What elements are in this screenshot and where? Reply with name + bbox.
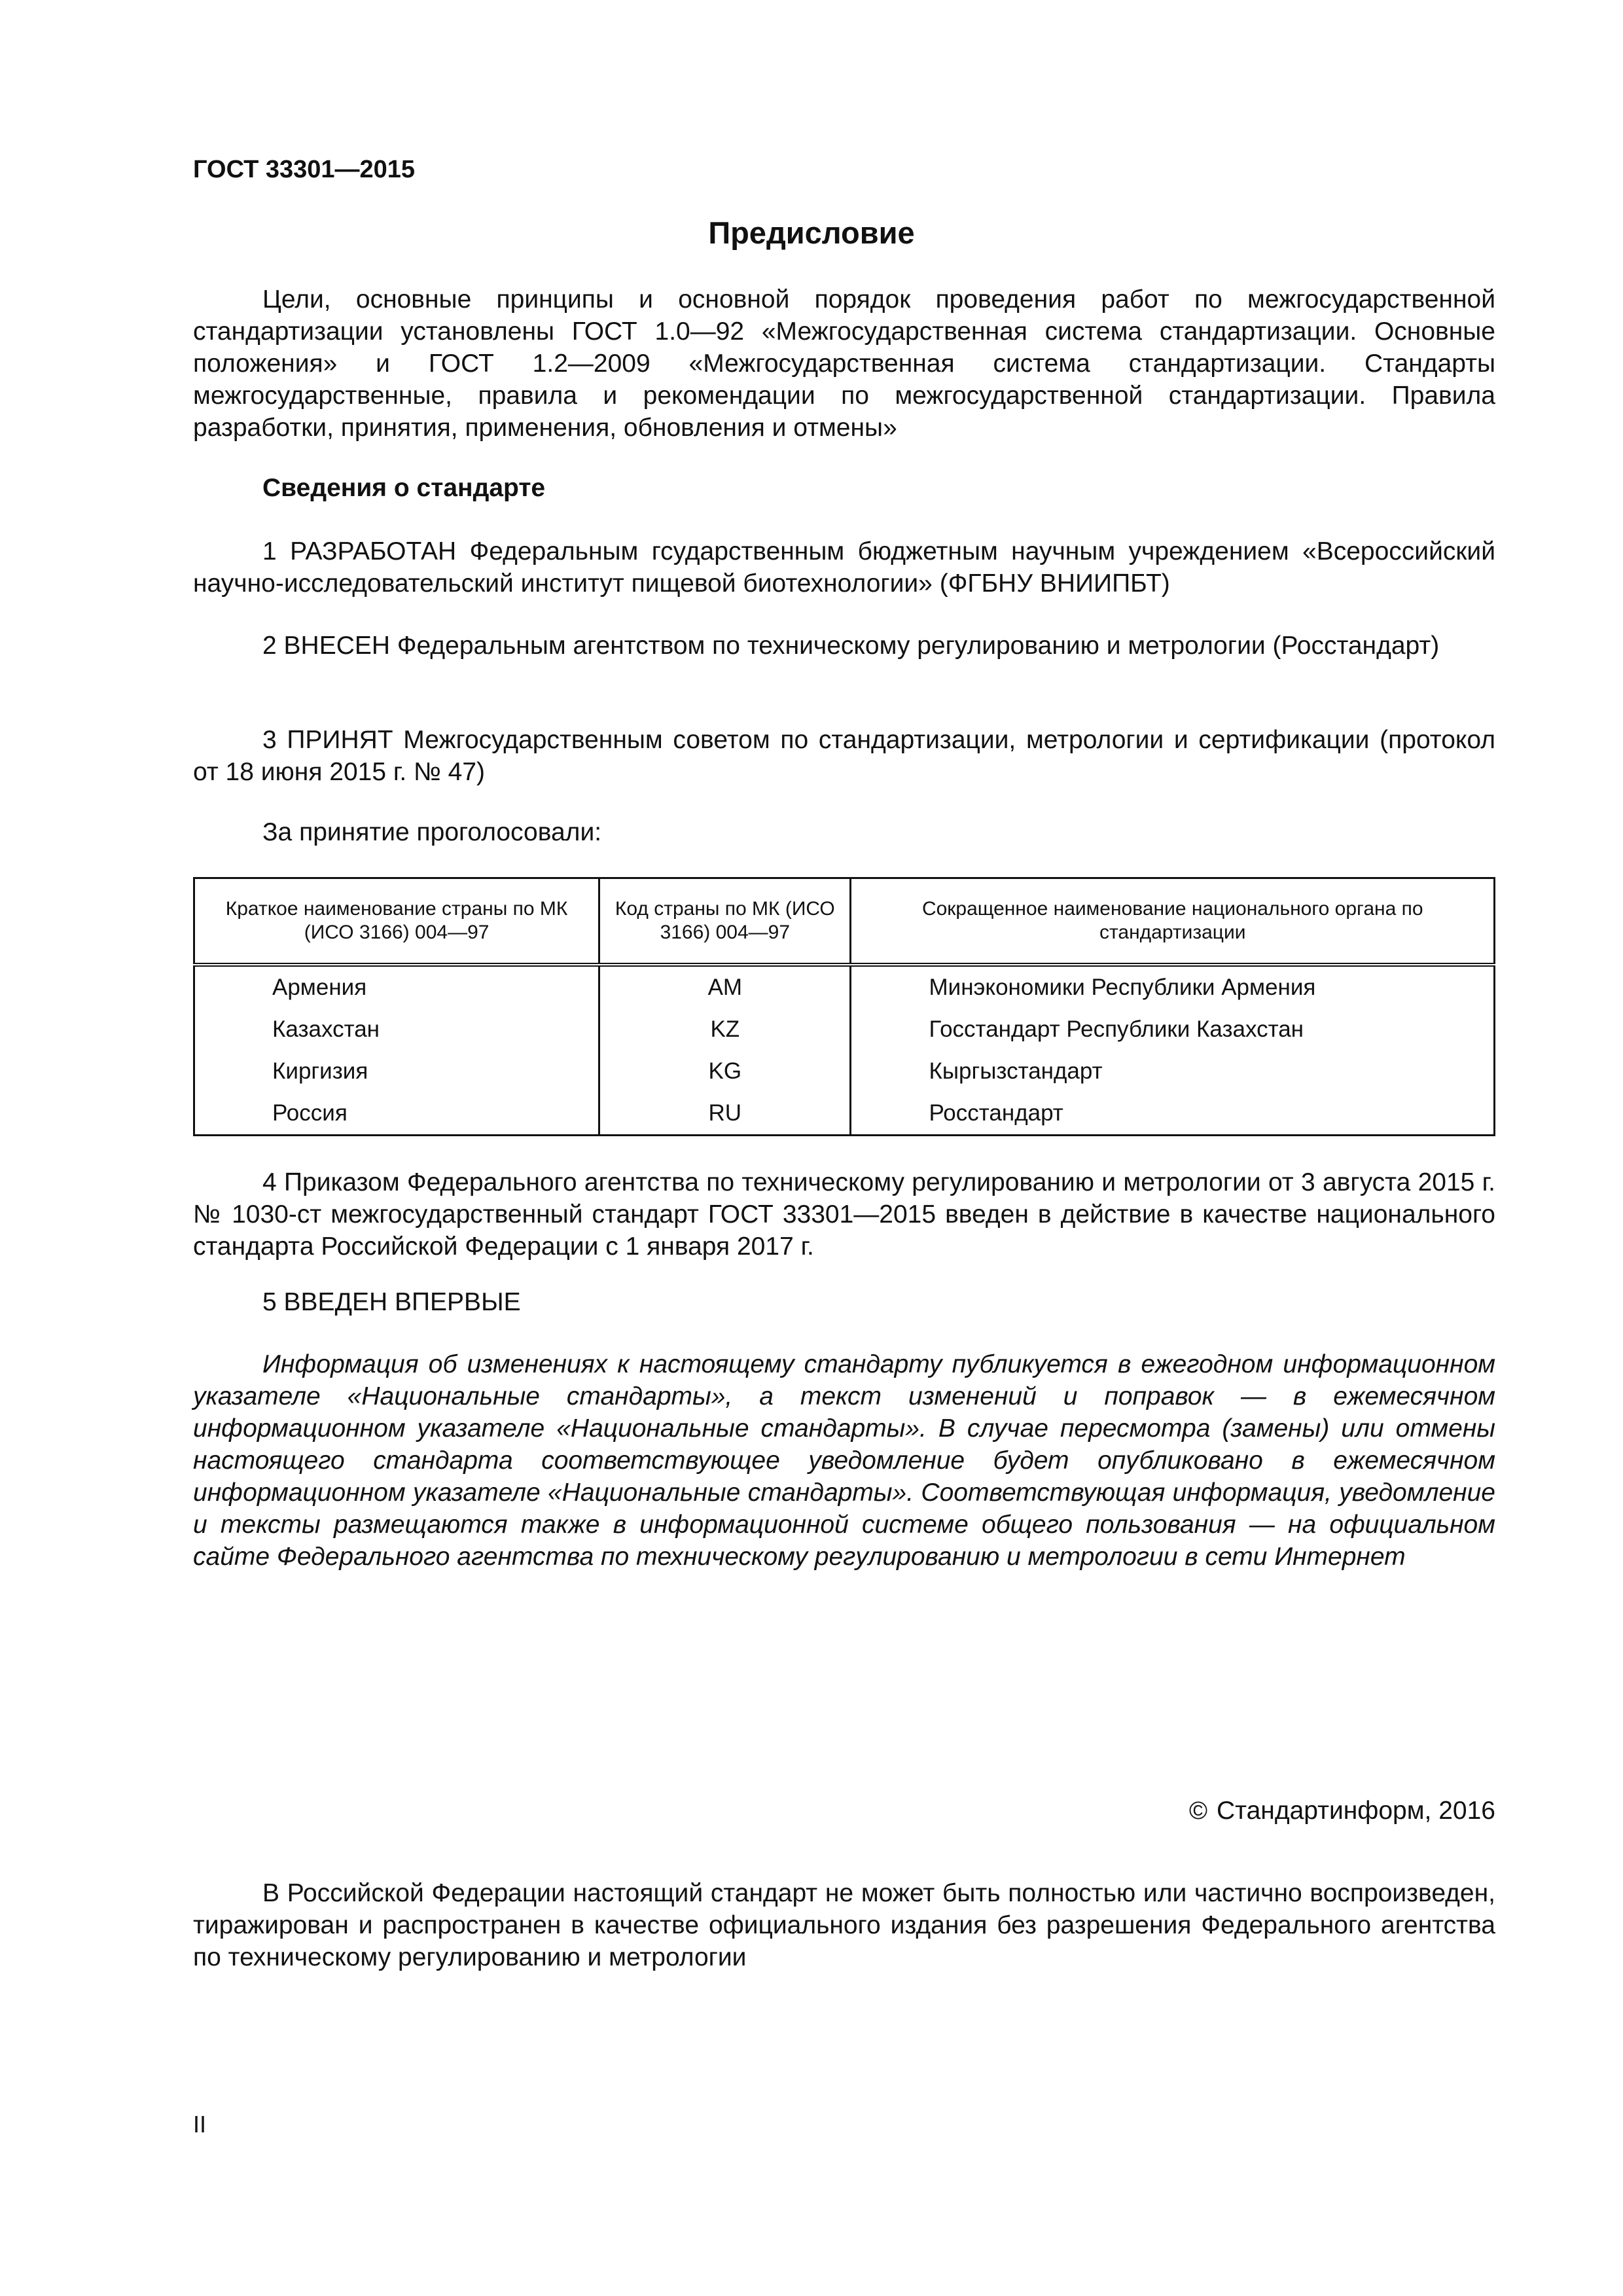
national-body-cell: Госстандарт Республики Казахстан [851, 1009, 1495, 1050]
item-adopted: 3 ПРИНЯТ Межгосударственным советом по стандартизации, метрологии и сертификации (протокол от 18 июня 2015 г. № 47) [193, 726, 1495, 786]
changes-info-paragraph: Информация об изменениях к настоящему стандарту публикуется в ежегодном информационном указателе «Национальные стандарты», а текст изменений и поправок — в ежемесячном информационном указателе «Национальные стандарты». В случае пересмотра (замены) или отмены настоящего стандарта соответствующее уведомление будет опубликовано в ежемесячном информационном указателе «Национальные стандарты». Соответствующая информация, уведомление и тексты размещаются также в информационной системе общего пользования — на официальном сайте Федерального агентства по техническому регулированию и метрологии в сети Интернет [193, 1350, 1495, 1571]
country-code-cell: KZ [599, 1009, 851, 1050]
item-submitted: 2 ВНЕСЕН Федеральным агентством по техническому регулированию и метрологии (Росстандарт) [262, 632, 1440, 660]
national-body-cell: Минэкономики Республики Армения [851, 965, 1495, 1009]
page-number: II [193, 2111, 207, 2138]
table-row [194, 1092, 1495, 1136]
country-name-cell: Россия [194, 1092, 599, 1136]
copyright-icon: © [1189, 1797, 1207, 1825]
country-name-cell: Армения [194, 965, 599, 1009]
item-first-introduced: 5 ВВЕДЕН ВПЕРВЫЕ [262, 1288, 521, 1316]
standard-code: ГОСТ 33301—2015 [193, 156, 416, 183]
header-national-body: Сокращенное наименование национального органа по стандартизации [851, 878, 1495, 965]
item-order: 4 Приказом Федерального агентства по техническому регулированию и метрологии от 3 августа 2015 г. № 1030-ст межгосударственный стандарт ГОСТ 33301—2015 введен в действие в качестве национального стандарта Российской Федерации с 1 января 2017 г. [193, 1168, 1495, 1261]
country-name-cell: Киргизия [194, 1050, 599, 1092]
header-country-name: Краткое наименование страны по МК (ИСО 3166) 004—97 [194, 878, 599, 965]
country-code-cell: KG [599, 1050, 851, 1092]
national-body-cell: Росстандарт [851, 1092, 1495, 1136]
country-code-cell: AM [599, 965, 851, 1009]
info-heading: Сведения о стандарте [262, 474, 546, 502]
table-row [194, 1009, 1495, 1050]
item-developed: 1 РАЗРАБОТАН Федеральным гсударственным бюджетным научным учреждением «Всероссийский научно-исследовательский институт пищевой биотехнологии» (ФГБНУ ВНИИПБТ) [193, 537, 1495, 598]
table-row [194, 1050, 1495, 1092]
restriction-paragraph: В Российской Федерации настоящий стандарт не может быть полностью или частично воспроизведен, тиражирован и распространен в качестве официального издания без разрешения Федерального агентства по техническому регулированию и метрологии [193, 1879, 1495, 1971]
header-country-code: Код страны по МК (ИСО 3166) 004—97 [599, 878, 851, 965]
country-name-cell: Казахстан [194, 1009, 599, 1050]
national-body-cell: Кыргызстандарт [851, 1050, 1495, 1092]
country-code-cell: RU [599, 1092, 851, 1136]
copyright-notice [1189, 1797, 1495, 1825]
table-header-row [194, 878, 1495, 965]
page-title: Предисловие [708, 215, 915, 250]
intro-paragraph: Цели, основные принципы и основной порядок проведения работ по межгосударственной стандартизации установлены ГОСТ 1.0—92 «Межгосударственная система стандартизации. Основные положения» и ГОСТ 1.2—2009 «Межгосударственная система стандартизации. Стандарты межгосударственные, правила и рекомендации по межгосударственной стандартизации. Правила разработки, принятия, применения, обновления и отмены» [193, 285, 1495, 442]
voting-table [193, 877, 1495, 1136]
vote-intro: За принятие проголосовали: [262, 818, 602, 846]
copyright-text: Стандартинформ, 2016 [1217, 1797, 1495, 1825]
table-row [194, 965, 1495, 1009]
